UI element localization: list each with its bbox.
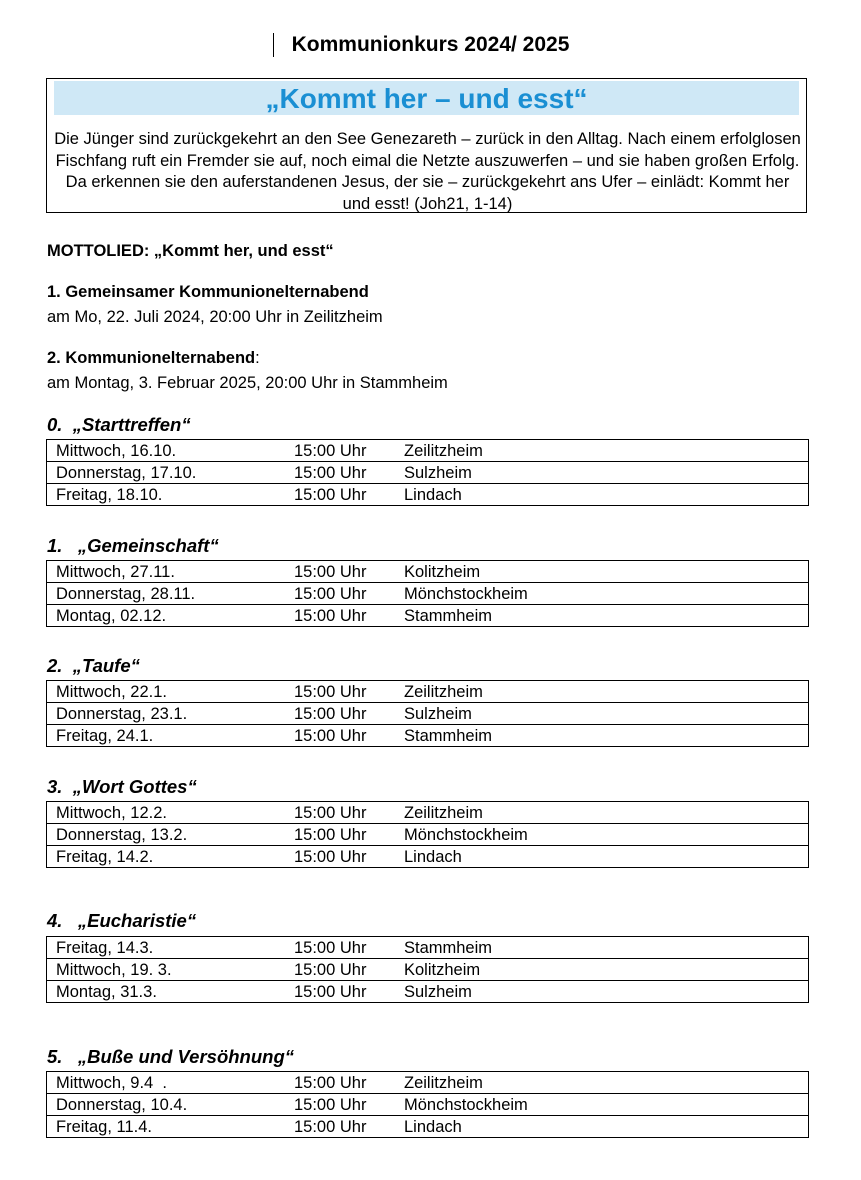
place-cell: Mönchstockheim — [404, 824, 809, 846]
time-cell: 15:00 Uhr — [285, 440, 404, 462]
table-row — [47, 605, 809, 627]
day-cell: Freitag, 14.2. — [47, 846, 286, 868]
table-row — [47, 462, 809, 484]
place-cell: Zeilitzheim — [404, 1072, 809, 1094]
section-title: 3. „Wort Gottes“ — [47, 776, 197, 797]
motto-box — [46, 78, 807, 213]
time-cell: 15:00 Uhr — [285, 846, 404, 868]
day-cell: Donnerstag, 28.11. — [47, 583, 286, 605]
section-title: 5. „Buße und Versöhnung“ — [47, 1046, 295, 1067]
day-cell: Donnerstag, 23.1. — [47, 703, 286, 725]
time-cell: 15:00 Uhr — [285, 937, 404, 959]
day-cell: Mittwoch, 9.4 . — [47, 1072, 286, 1094]
place-cell: Zeilitzheim — [404, 802, 809, 824]
table-row — [47, 484, 809, 506]
schedule-table — [46, 1071, 809, 1138]
place-cell: Sulzheim — [404, 981, 809, 1003]
section-title: 0. „Starttreffen“ — [47, 414, 191, 435]
day-cell: Freitag, 14.3. — [47, 937, 286, 959]
elternabend-1-details: am Mo, 22. Juli 2024, 20:00 Uhr in Zeilitzheim — [47, 308, 383, 326]
document-title: Kommunionkurs 2024/ 2025 — [291, 33, 570, 56]
table-row — [47, 681, 809, 703]
schedule-table — [46, 439, 809, 506]
place-cell: Stammheim — [404, 937, 809, 959]
time-cell: 15:00 Uhr — [285, 703, 404, 725]
elternabend-2-details: am Montag, 3. Februar 2025, 20:00 Uhr in Stammheim — [47, 374, 448, 392]
time-cell: 15:00 Uhr — [285, 484, 404, 506]
place-cell: Sulzheim — [404, 462, 809, 484]
day-cell: Mittwoch, 19. 3. — [47, 959, 286, 981]
day-cell: Freitag, 11.4. — [47, 1116, 286, 1138]
place-cell: Kolitzheim — [404, 959, 809, 981]
day-cell: Montag, 31.3. — [47, 981, 286, 1003]
elternabend-2-heading-line — [47, 348, 260, 368]
table-row — [47, 1072, 809, 1094]
time-cell: 15:00 Uhr — [285, 981, 404, 1003]
table-row — [47, 1116, 809, 1138]
table-row — [47, 846, 809, 868]
time-cell: 15:00 Uhr — [285, 725, 404, 747]
elternabend-2-heading: 2. Kommunionelternabend — [47, 349, 256, 367]
day-cell: Donnerstag, 10.4. — [47, 1094, 286, 1116]
time-cell: 15:00 Uhr — [285, 1094, 404, 1116]
place-cell: Mönchstockheim — [404, 1094, 809, 1116]
schedule-table — [46, 680, 809, 747]
day-cell: Freitag, 24.1. — [47, 725, 286, 747]
day-cell: Mittwoch, 22.1. — [47, 681, 286, 703]
table-row — [47, 583, 809, 605]
day-cell: Mittwoch, 12.2. — [47, 802, 286, 824]
time-cell: 15:00 Uhr — [285, 1072, 404, 1094]
time-cell: 15:00 Uhr — [285, 462, 404, 484]
place-cell: Stammheim — [404, 725, 809, 747]
schedule-table — [46, 560, 809, 627]
place-cell: Zeilitzheim — [404, 681, 809, 703]
motto-title: „Kommt her – und esst“ — [265, 83, 588, 114]
table-row — [47, 440, 809, 462]
elternabend-1-heading: 1. Gemeinsamer Kommunionelternabend — [47, 283, 369, 301]
table-row — [47, 937, 809, 959]
day-cell: Freitag, 18.10. — [47, 484, 286, 506]
place-cell: Sulzheim — [404, 703, 809, 725]
table-row — [47, 959, 809, 981]
time-cell: 15:00 Uhr — [285, 561, 404, 583]
time-cell: 15:00 Uhr — [285, 605, 404, 627]
day-cell: Montag, 02.12. — [47, 605, 286, 627]
place-cell: Lindach — [404, 1116, 809, 1138]
time-cell: 15:00 Uhr — [285, 824, 404, 846]
time-cell: 15:00 Uhr — [285, 681, 404, 703]
table-row — [47, 824, 809, 846]
table-row — [47, 561, 809, 583]
time-cell: 15:00 Uhr — [285, 583, 404, 605]
table-row — [47, 725, 809, 747]
section-title: 4. „Eucharistie“ — [47, 910, 197, 931]
mottolied-heading: MOTTOLIED: „Kommt her, und esst“ — [47, 242, 334, 260]
text-cursor — [273, 33, 274, 57]
place-cell: Stammheim — [404, 605, 809, 627]
table-row — [47, 802, 809, 824]
place-cell: Zeilitzheim — [404, 440, 809, 462]
time-cell: 15:00 Uhr — [285, 959, 404, 981]
motto-description: Die Jünger sind zurückgekehrt an den See Genezareth – zurück in den Alltag. Nach einem erfolglosen Fischfang ruft ein Fremder sie auf, noch eimal die Netzte auszuwerfen – und sie haben großen Erfolg. Da erkennen sie den auferstandenen Jesus, der sie – zurückgekehrt ans Ufer – einlädt: Kommt her und esst! (Joh21, 1-14) — [54, 130, 801, 213]
day-cell: Mittwoch, 27.11. — [47, 561, 286, 583]
section-title: 1. „Gemeinschaft“ — [47, 535, 219, 556]
time-cell: 15:00 Uhr — [285, 1116, 404, 1138]
place-cell: Lindach — [404, 846, 809, 868]
place-cell: Mönchstockheim — [404, 583, 809, 605]
day-cell: Donnerstag, 13.2. — [47, 824, 286, 846]
table-row — [47, 981, 809, 1003]
day-cell: Donnerstag, 17.10. — [47, 462, 286, 484]
table-row — [47, 703, 809, 725]
time-cell: 15:00 Uhr — [285, 802, 404, 824]
day-cell: Mittwoch, 16.10. — [47, 440, 286, 462]
elternabend-2-colon: : — [255, 349, 260, 367]
schedule-table — [46, 936, 809, 1003]
schedule-table — [46, 801, 809, 868]
table-row — [47, 1094, 809, 1116]
section-title: 2. „Taufe“ — [47, 655, 140, 676]
motto-title-band — [54, 81, 799, 115]
place-cell: Lindach — [404, 484, 809, 506]
place-cell: Kolitzheim — [404, 561, 809, 583]
